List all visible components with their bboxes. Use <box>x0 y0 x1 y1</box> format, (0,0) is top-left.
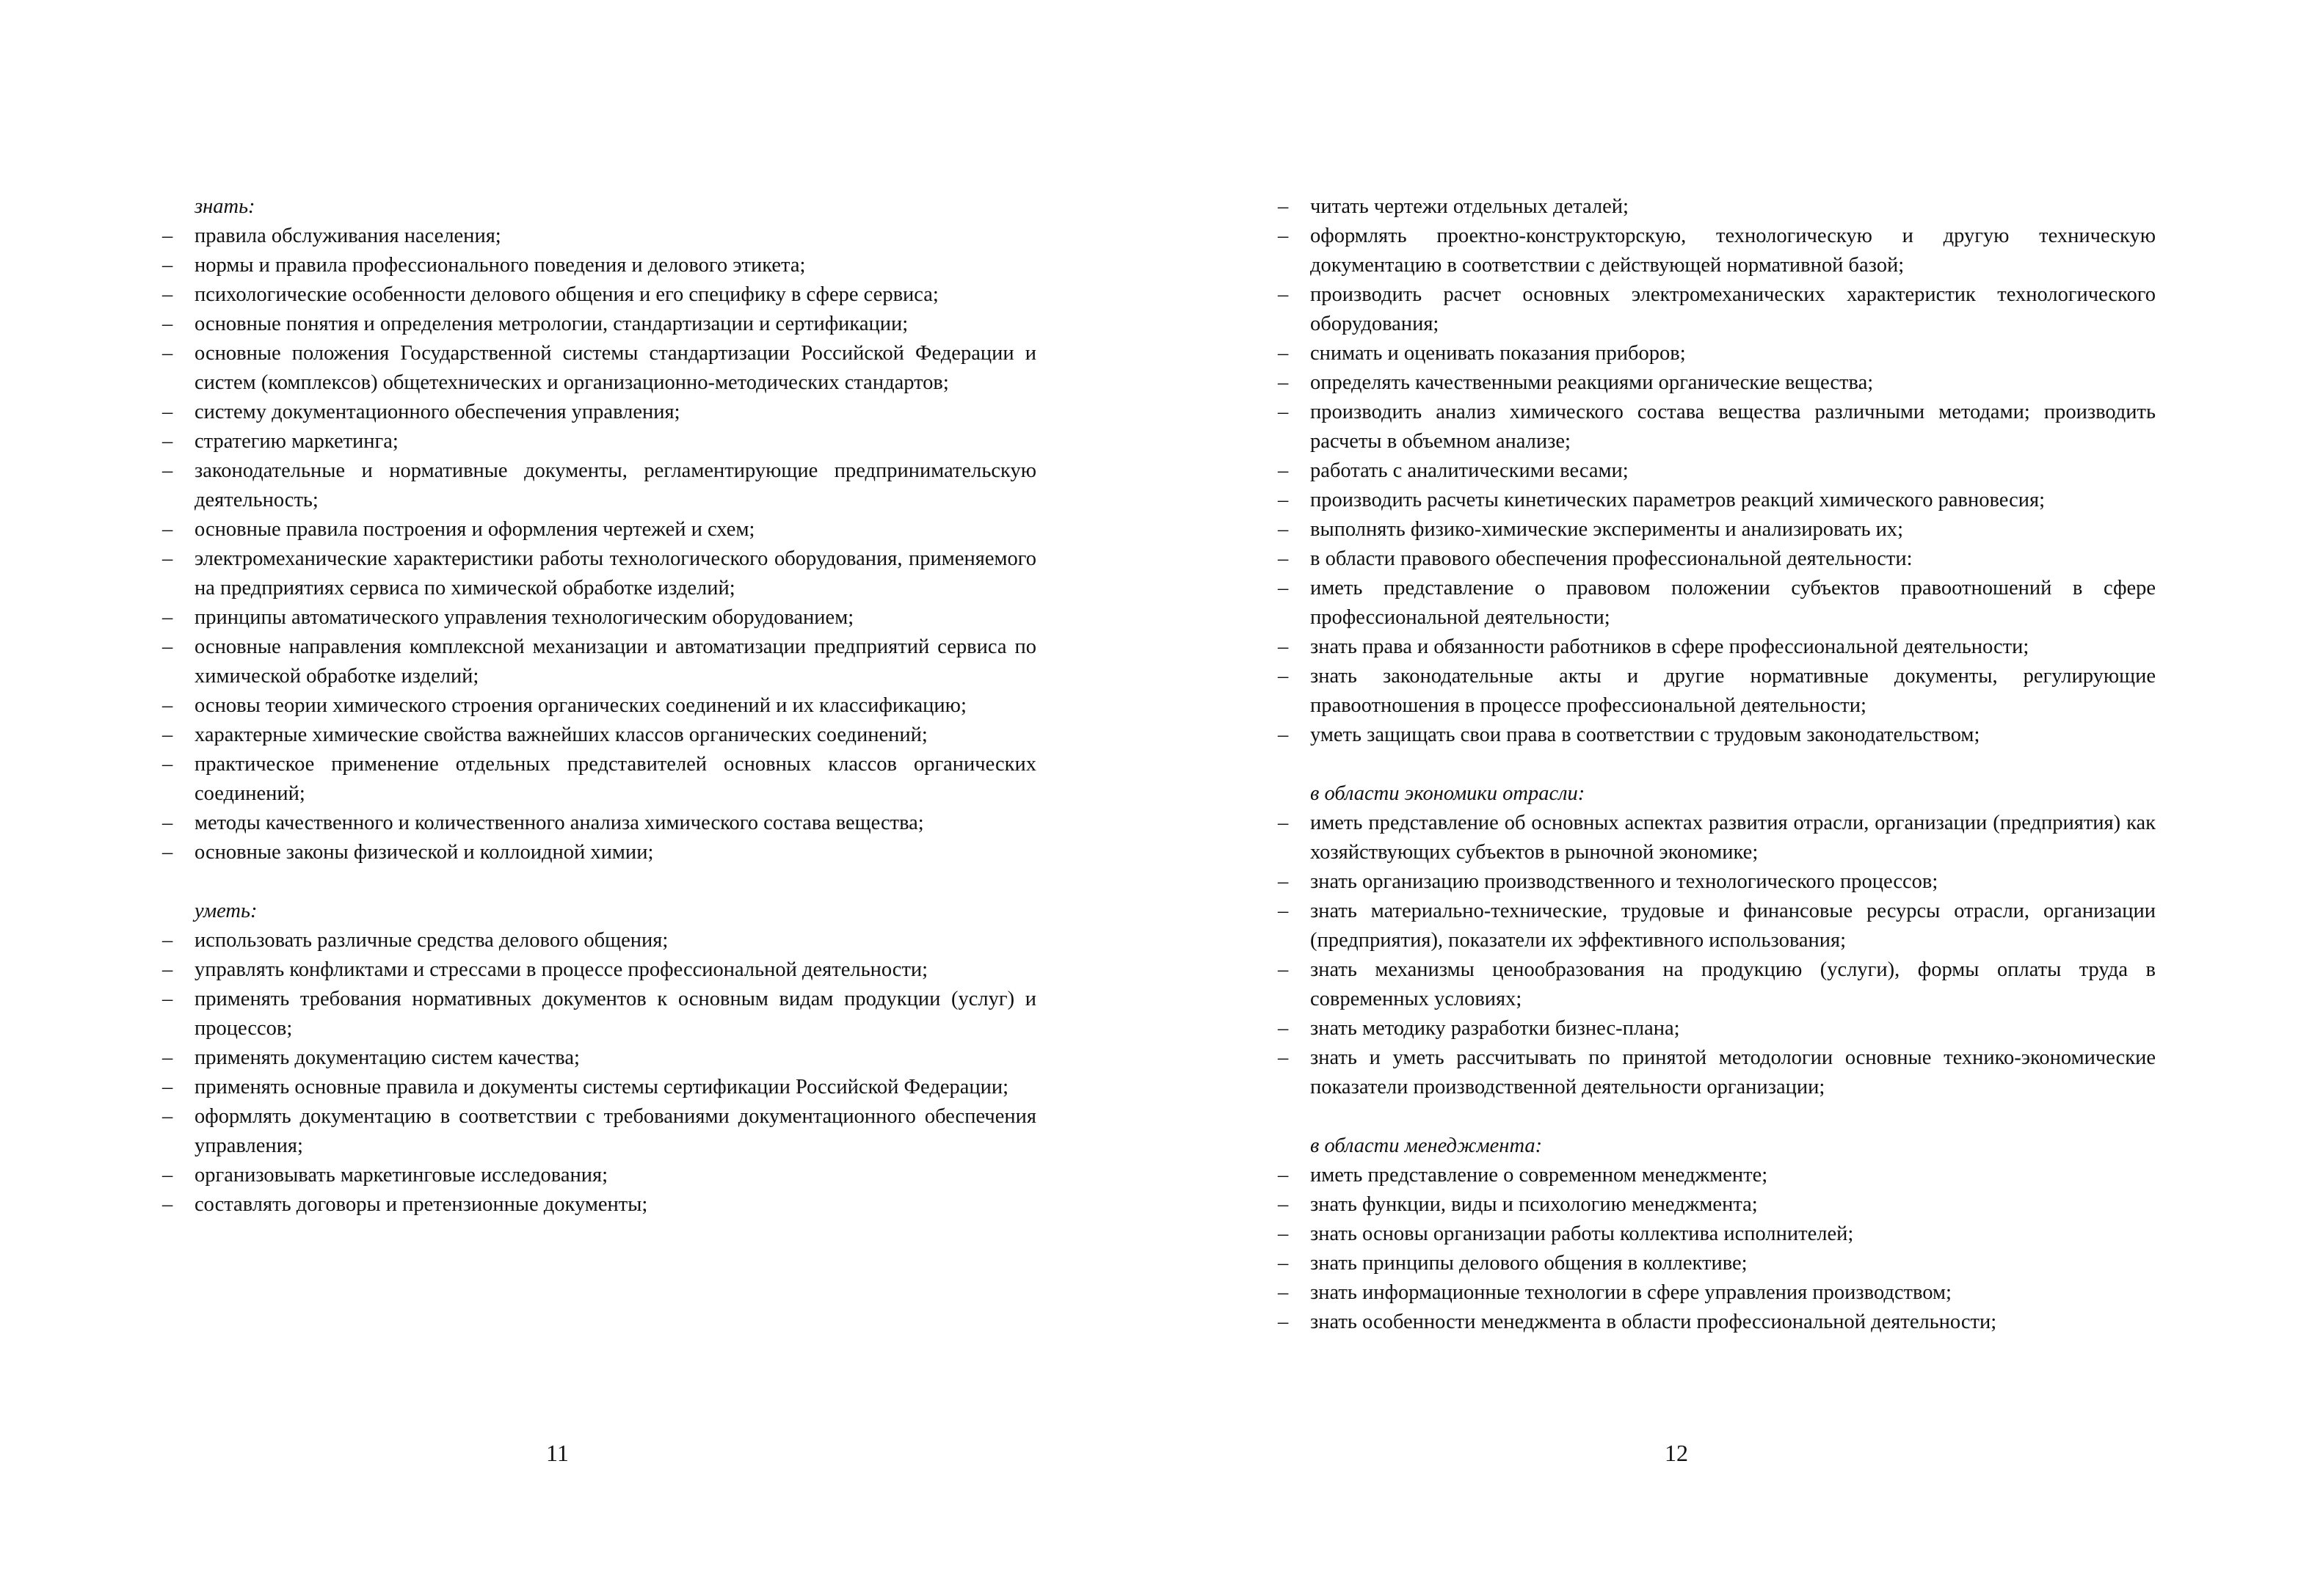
item-list <box>1275 809 2156 1102</box>
list-item: – правила обслуживания населения; <box>159 222 1036 251</box>
page-number: 11 <box>546 1440 569 1466</box>
list-item: – читать чертежи отдельных деталей; <box>1275 192 2156 222</box>
item-list <box>159 222 1036 867</box>
list-item: – знать и уметь рассчитывать по принятой методологии основные технико-экономические показатели производственной деятельности организации; <box>1275 1043 2156 1102</box>
list-item: – уметь защищать свои права в соответствии с трудовым законодательством; <box>1275 721 2156 750</box>
list-item: – иметь представление о правовом положении субъектов правоотношений в сфере профессиональной деятельности; <box>1275 574 2156 633</box>
list-item: – стратегию маркетинга; <box>159 427 1036 456</box>
list-item: – составлять договоры и претензионные документы; <box>159 1190 1036 1220</box>
list-item: – иметь представление о современном менеджменте; <box>1275 1161 2156 1190</box>
list-item: – знать материально-технические, трудовые и финансовые ресурсы отрасли, организации (предприятия), показатели их эффективного использования; <box>1275 897 2156 955</box>
list-item: – знать права и обязанности работников в сфере профессиональной деятельности; <box>1275 633 2156 662</box>
list-item: – выполнять физико-химические эксперименты и анализировать их; <box>1275 515 2156 544</box>
list-item: – иметь представление об основных аспектах развития отрасли, организации (предприятия) как хозяйствующих субъектов в рыночной экономике; <box>1275 809 2156 867</box>
list-item: – знать особенности менеджмента в области профессиональной деятельности; <box>1275 1308 2156 1337</box>
list-item: – знать законодательные акты и другие нормативные документы, регулирующие правоотношения в процессе профессиональной деятельности; <box>1275 662 2156 721</box>
item-list <box>1275 1161 2156 1337</box>
list-item: – применять документацию систем качества; <box>159 1043 1036 1073</box>
page-number: 12 <box>1665 1440 1688 1466</box>
list-item: – производить расчет основных электромеханических характеристик технологического оборудования; <box>1275 280 2156 339</box>
list-item: – психологические особенности делового общения и его специфику в сфере сервиса; <box>159 280 1036 310</box>
section-heading: уметь: <box>195 900 258 922</box>
list-item: – нормы и правила профессионального поведения и делового этикета; <box>159 251 1036 280</box>
left-page <box>159 192 1036 1220</box>
list-item: – основы теории химического строения органических соединений и их классификацию; <box>159 691 1036 721</box>
list-item: – знать информационные технологии в сфере управления производством; <box>1275 1278 2156 1308</box>
list-item: – основные направления комплексной механизации и автоматизации предприятий сервиса по химической обработке изделий; <box>159 633 1036 691</box>
list-item: – работать с аналитическими весами; <box>1275 456 2156 486</box>
list-item: – в области правового обеспечения профессиональной деятельности: <box>1275 544 2156 574</box>
section-heading: знать: <box>195 195 255 218</box>
list-item: – знать механизмы ценообразования на продукцию (услуги), формы оплаты труда в современных условиях; <box>1275 955 2156 1014</box>
list-item: – знать основы организации работы коллектива исполнителей; <box>1275 1220 2156 1249</box>
list-item: – основные понятия и определения метрологии, стандартизации и сертификации; <box>159 310 1036 339</box>
list-item: – принципы автоматического управления технологическим оборудованием; <box>159 603 1036 633</box>
list-item: – законодательные и нормативные документы, регламентирующие предпринимательскую деятельность; <box>159 456 1036 515</box>
section-continued-skills <box>1275 192 2156 750</box>
list-item: – применять основные правила и документы системы сертификации Российской Федерации; <box>159 1073 1036 1102</box>
section-heading: в области менеджмента: <box>1310 1134 1543 1157</box>
list-item: – знать методику разработки бизнес-плана; <box>1275 1014 2156 1043</box>
section-management <box>1275 1132 2156 1337</box>
list-item: – электромеханические характеристики работы технологического оборудования, применяемого на предприятиях сервиса по химической обработке изделий; <box>159 544 1036 603</box>
list-item: – управлять конфликтами и стрессами в процессе профессиональной деятельности; <box>159 955 1036 985</box>
list-item: – систему документационного обеспечения управления; <box>159 398 1036 427</box>
section-znat <box>159 192 1036 867</box>
list-item: – определять качественными реакциями органические вещества; <box>1275 368 2156 398</box>
list-item: – знать принципы делового общения в коллективе; <box>1275 1249 2156 1278</box>
list-item: – знать организацию производственного и технологического процессов; <box>1275 867 2156 897</box>
section-economics <box>1275 779 2156 1102</box>
list-item: – производить анализ химического состава вещества различными методами; производить расчеты в объемном анализе; <box>1275 398 2156 456</box>
list-item: – практическое применение отдельных представителей основных классов органических соединений; <box>159 750 1036 809</box>
list-item: – основные законы физической и коллоидной химии; <box>159 838 1036 867</box>
item-list <box>1275 192 2156 750</box>
section-heading: в области экономики отрасли: <box>1310 782 1585 805</box>
list-item: – организовывать маркетинговые исследования; <box>159 1161 1036 1190</box>
list-item: – основные положения Государственной системы стандартизации Российской Федерации и систем (комплексов) общетехнических и организационно-методических стандартов; <box>159 339 1036 398</box>
list-item: – оформлять проектно-конструкторскую, технологическую и другую техническую документацию в соответствии с действующей нормативной базой; <box>1275 222 2156 280</box>
section-umet <box>159 897 1036 1220</box>
list-item: – методы качественного и количественного анализа химического состава вещества; <box>159 809 1036 838</box>
list-item: – основные правила построения и оформления чертежей и схем; <box>159 515 1036 544</box>
list-item: – производить расчеты кинетических параметров реакций химического равновесия; <box>1275 486 2156 515</box>
list-item: – снимать и оценивать показания приборов; <box>1275 339 2156 368</box>
list-item: – оформлять документацию в соответствии с требованиями документационного обеспечения управления; <box>159 1102 1036 1161</box>
list-item: – знать функции, виды и психологию менеджмента; <box>1275 1190 2156 1220</box>
item-list <box>159 926 1036 1220</box>
list-item: – применять требования нормативных документов к основным видам продукции (услуг) и процессов; <box>159 985 1036 1043</box>
right-page <box>1275 192 2156 1337</box>
list-item: – использовать различные средства делового общения; <box>159 926 1036 955</box>
list-item: – характерные химические свойства важнейших классов органических соединений; <box>159 721 1036 750</box>
